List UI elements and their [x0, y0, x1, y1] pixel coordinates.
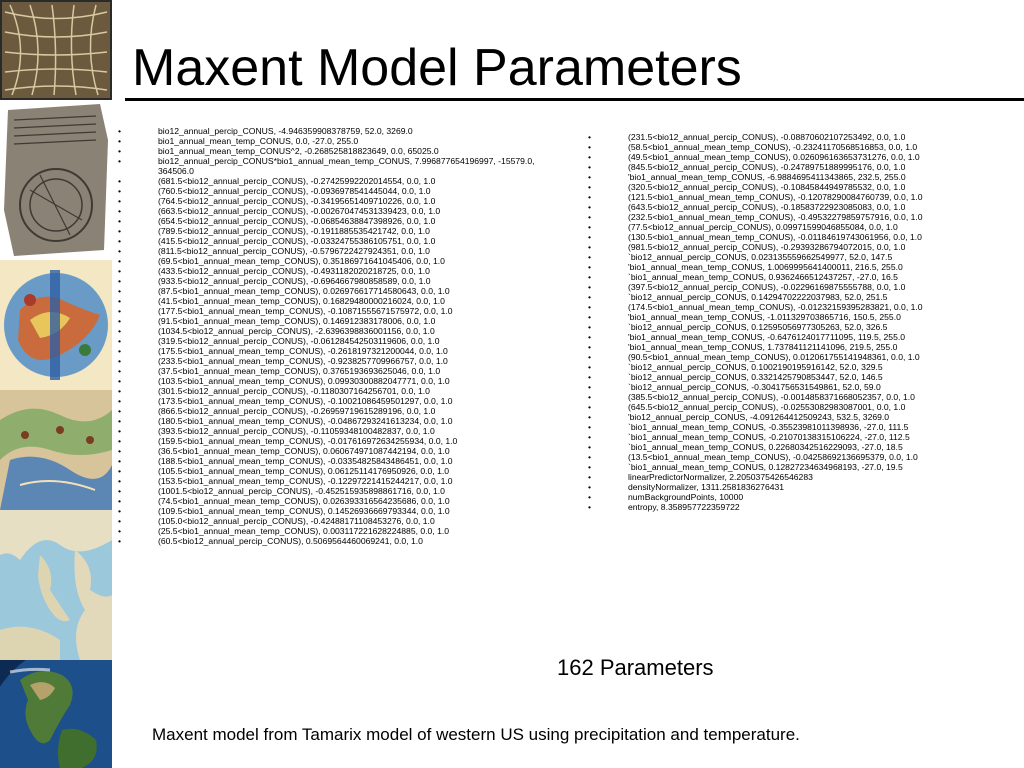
- parameter-item: • (58.5<bio1_annual_mean_temp_CONUS), -0.23241170568516853, 0.0, 1.0: [588, 142, 988, 152]
- old-map-grid-image: [0, 0, 112, 100]
- parameter-item: • (764.5<bio12_annual_percip_CONUS), -0.34195651409710226, 0.0, 1.0: [118, 196, 560, 206]
- parameter-item: • entropy, 8.358957722359722: [588, 502, 988, 512]
- parameter-item: • (91.5<bio1_annual_mean_temp_CONUS), 0.146912383178006, 0.0, 1.0: [118, 316, 560, 326]
- parameter-item: • (320.5<bio12_annual_percip_CONUS), -0.10845844949785532, 0.0, 1.0: [588, 182, 988, 192]
- parameter-item: • (645.5<bio12_annual_percip_CONUS), -0.02553082983087001, 0.0, 1.0: [588, 402, 988, 412]
- parameter-item: • (25.5<bio1_annual_mean_temp_CONUS), 0.003117221628224885, 0.0, 1.0: [118, 526, 560, 536]
- parameter-item: • (77.5<bio12_annual_percip_CONUS), 0.09971599046855084, 0.0, 1.0: [588, 222, 988, 232]
- parameter-item: • (74.5<bio1_annual_mean_temp_CONUS), 0.026393316564235686, 0.0, 1.0: [118, 496, 560, 506]
- parameter-item: • (397.5<bio12_annual_percip_CONUS), -0.02296169875555788, 0.0, 1.0: [588, 282, 988, 292]
- parameter-item: • (153.5<bio1_annual_mean_temp_CONUS), -0.12297221415244217, 0.0, 1.0: [118, 476, 560, 486]
- parameter-item: • (301.5<bio12_annual_percip_CONUS), -0.1180307164256701, 0.0, 1.0: [118, 386, 560, 396]
- parameter-item: • (105.5<bio1_annual_mean_temp_CONUS), 0.0612511417695092​6, 0.0, 1.0: [118, 466, 560, 476]
- parameter-item: • (175.5<bio1_annual_mean_temp_CONUS), -0.2618197321200044, 0.0, 1.0: [118, 346, 560, 356]
- parameter-item: • `bio12_annual_percip_CONUS, 0.14294702222037983, 52.0, 251.5: [588, 292, 988, 302]
- parameter-item: • (69.5<bio1_annual_mean_temp_CONUS), 0.35186971641045406, 0.0, 1.0: [118, 256, 560, 266]
- parameter-item: • (121.5<bio1_annual_mean_temp_CONUS), -0.12078290084760739, 0.0, 1.0: [588, 192, 988, 202]
- parameter-item: • (60.5<bio12_annual_percip_CONUS), 0.5069564460069241, 0.0, 1.0: [118, 536, 560, 546]
- parameter-item: • (933.5<bio12_annual_percip_CONUS), -0.6964667980858589, 0.0, 1.0: [118, 276, 560, 286]
- parameter-item: • (981.5<bio12_annual_percip_CONUS), -0.29393286794072015, 0.0, 1.0: [588, 242, 988, 252]
- parameter-item: • `bio1_annual_mean_temp_CONUS, 0.9362466512437257, -27.0, 16.5: [588, 272, 988, 282]
- parameter-item: • (49.5<bio1_annual_mean_temp_CONUS), 0.026096163653731276, 0.0, 1.0: [588, 152, 988, 162]
- parameter-item: • (159.5<bio1_annual_mean_temp_CONUS), -0.017616972634255934, 0.0, 1.0: [118, 436, 560, 446]
- mediterranean-map-image: [0, 510, 112, 660]
- parameter-item: • (433.5<bio12_annual_percip_CONUS), -0.4931182020218725, 0.0, 1.0: [118, 266, 560, 276]
- parameter-item: • (1001.5<bio12_annual_percip_CONUS), -0.4525159358988617​16, 0.0, 1.0: [118, 486, 560, 496]
- parameter-item: • `bio12_annual_percip_CONUS, -0.3041756531549861, 52.0, 59.0: [588, 382, 988, 392]
- satellite-earth-image: [0, 660, 112, 768]
- parameter-item: • `bio1_annual_mean_temp_CONUS, -0.35523981011398936, -27.0, 111.5: [588, 422, 988, 432]
- parameter-item: • (41.5<bio1_annual_mean_temp_CONUS), 0.16829480000216024, 0.0, 1.0: [118, 296, 560, 306]
- title-underline: [125, 98, 1024, 101]
- parameter-item: • (13.5<bio1_annual_mean_temp_CONUS), -0.04258692136695379, 0.0, 1.0: [588, 452, 988, 462]
- parameter-item: • (845.5<bio12_annual_percip_CONUS), -0.24789751889995176, 0.0, 1.0: [588, 162, 988, 172]
- parameter-item: • (233.5<bio1_annual_mean_temp_CONUS), -0.9238257709966757, 0.0, 1.0: [118, 356, 560, 366]
- parameter-item: • 'bio12_annual_percip_CONUS, -4.091264412509243, 532.5, 3269.0: [588, 412, 988, 422]
- parameter-item: • `bio1_annual_mean_temp_CONUS, 0.22680342516229093, -27.0, 18.5: [588, 442, 988, 452]
- parameter-item: • (1034.5<bio12_annual_percip_CONUS), -2.6396398836001156, 0.0, 1.0: [118, 326, 560, 336]
- parameter-item: • `bio12_annual_percip_CONUS, 0.1002190195916142, 52.0, 329.5: [588, 362, 988, 372]
- parameter-item: • `bio1_annual_mean_temp_CONUS, -0.21070138315106224, -27.0, 112.5: [588, 432, 988, 442]
- parameter-item: • (105.0<bio12_annual_percip_CONUS), -0.42488171108453276, 0.0, 1.0: [118, 516, 560, 526]
- parameter-item: • (37.5<bio1_annual_mean_temp_CONUS), 0.3765193693625046, 0.0, 1.0: [118, 366, 560, 376]
- parameter-item: • `bio12_annual_percip_CONUS, 0.3321425790853447, 52.0, 146.5: [588, 372, 988, 382]
- parameter-item: • (36.5<bio1_annual_mean_temp_CONUS), 0.060674971087442194, 0.0, 1.0: [118, 446, 560, 456]
- parameter-item: • (177.5<bio1_annual_mean_temp_CONUS), -0.10871555671575972, 0.0, 1.0: [118, 306, 560, 316]
- parameter-item: • linearPredictorNormalizer, 2.2050375426546283: [588, 472, 988, 482]
- parameter-item: • (188.5<bio1_annual_mean_temp_CONUS), -0.03354825843486451, 0.0, 1.0: [118, 456, 560, 466]
- parameter-item: • `bio1_annual_mean_temp_CONUS, 0.12827234634968193, -27.0, 19.5: [588, 462, 988, 472]
- page-title: Maxent Model Parameters: [132, 39, 742, 97]
- parameter-item: • (385.5<bio12_annual_percip_CONUS), -0.0014858371668052357, 0.0, 1.0: [588, 392, 988, 402]
- clay-tablet-map-image: [0, 100, 112, 260]
- image-sidebar: [0, 0, 112, 768]
- parameter-item: • (90.5<bio1_annual_mean_temp_CONUS), 0.012061755141948361, 0.0, 1.0: [588, 352, 988, 362]
- parameter-item: • (789.5<bio12_annual_percip_CONUS), -0.1911885535421742, 0.0, 1.0: [118, 226, 560, 236]
- parameter-item: • (643.5<bio12_annual_percip_CONUS), -0.18583722923085083, 0.0, 1.0: [588, 202, 988, 212]
- parameter-item: • `bio12_annual_percip_CONUS, 0.12595056977305263, 52.0, 326.5: [588, 322, 988, 332]
- parameter-item: • 'bio1_annual_mean_temp_CONUS, 1.0069995641400011, 216.5, 255.0: [588, 262, 988, 272]
- parameter-item: • (760.5<bio12_annual_percip_CONUS), -0.0936978541445044, 0.0, 1.0: [118, 186, 560, 196]
- parameter-item: • bio1_annual_mean_temp_CONUS^2, -0.268525818823649, 0.0, 65025.0: [118, 146, 560, 156]
- parameter-list-left: [118, 126, 560, 546]
- parameter-item: • (663.5<bio12_annual_percip_CONUS), -0.002670474531339423, 0.0, 1.0: [118, 206, 560, 216]
- parameter-item: • bio1_annual_mean_temp_CONUS, 0.0, -27.0, 255.0: [118, 136, 560, 146]
- parameter-item: • (232.5<bio1_annual_mean_temp_CONUS), -0.49532279859757916, 0.0, 1.0: [588, 212, 988, 222]
- parameter-item: • (681.5<bio12_annual_percip_CONUS), -0.27425992202014554, 0.0, 1.0: [118, 176, 560, 186]
- parameter-item: • (231.5<bio12_annual_percip_CONUS), -0.08870602107253492, 0.0, 1.0: [588, 132, 988, 142]
- parameter-count: 162 Parameters: [557, 655, 714, 680]
- parameter-item: • (415.5<bio12_annual_percip_CONUS), -0.03324755386105751, 0.0, 1.0: [118, 236, 560, 246]
- parameter-item: • numBackgroundPoints, 10000: [588, 492, 988, 502]
- parameter-item: • (130.5<bio1_annual_mean_temp_CONUS), -0.01184619743061956, 0.0, 1.0: [588, 232, 988, 242]
- parameter-item: • (109.5<bio1_annual_mean_temp_CONUS), 0.14526936669793344, 0.0, 1.0: [118, 506, 560, 516]
- parameter-item: • (173.5<bio1_annual_mean_temp_CONUS), -0.10021086459501297, 0.0, 1.0: [118, 396, 560, 406]
- medieval-map-image: [0, 260, 112, 390]
- parameter-item: • densityNormalizer, 1311.2581836276431: [588, 482, 988, 492]
- parameter-item: • 'bio1_annual_mean_temp_CONUS, 1.737841121141096, 219.5, 255.0: [588, 342, 988, 352]
- parameter-item: • (87.5<bio1_annual_mean_temp_CONUS), 0.026976617714580643, 0.0, 1.0: [118, 286, 560, 296]
- slide-caption: Maxent model from Tamarix model of western US using precipitation and temperature.: [152, 725, 800, 744]
- parameter-item: • bio12_annual_percip_CONUS, -4.946359908378759, 52.0, 3269.0: [118, 126, 560, 136]
- parameter-item: • `bio12_annual_percip_CONUS, 0.023135559662549977, 52.0, 147.5: [588, 252, 988, 262]
- parameter-item: • 'bio1_annual_mean_temp_CONUS, -1.011329703865716, 150.5, 255.0: [588, 312, 988, 322]
- parameter-item: • (393.5<bio12_annual_percip_CONUS), -0.11059348100482837, 0.0, 1.0: [118, 426, 560, 436]
- parameter-item: • (103.5<bio1_annual_mean_temp_CONUS), 0.09930300882047771, 0.0, 1.0: [118, 376, 560, 386]
- parameter-item: • (866.5<bio12_annual_percip_CONUS), -0.26959719615289196, 0.0, 1.0: [118, 406, 560, 416]
- parameter-item: • (180.5<bio1_annual_mean_temp_CONUS), -0.04867293241613234, 0.0, 1.0: [118, 416, 560, 426]
- parameter-item: • (811.5<bio12_annual_percip_CONUS), -0.5796722427924351, 0.0, 1.0: [118, 246, 560, 256]
- parameter-item: • (174.5<bio1_annual_mean_temp_CONUS), -0.01232159395283821, 0.0, 1.0: [588, 302, 988, 312]
- parameter-list-right: [588, 132, 988, 512]
- parameter-item: • (654.5<bio12_annual_percip_CONUS), -0.06854638847398926, 0.0, 1.0: [118, 216, 560, 226]
- parameter-item: • (319.5<bio12_annual_percip_CONUS), -0.061284542503119606, 0.0, 1.0: [118, 336, 560, 346]
- parameter-item: • bio12_annual_percip_CONUS*bio1_annual_mean_temp_CONUS, 7.996877654196997, -15579.0, 364506.0: [118, 156, 560, 176]
- parameter-item: • 'bio1_annual_mean_temp_CONUS, -0.6476124017711095, 119.5, 255.0: [588, 332, 988, 342]
- parameter-item: • 'bio1_annual_mean_temp_CONUS, -6.9884695411343865, 232.5, 255.0: [588, 172, 988, 182]
- illuminated-map-image: [0, 390, 112, 510]
